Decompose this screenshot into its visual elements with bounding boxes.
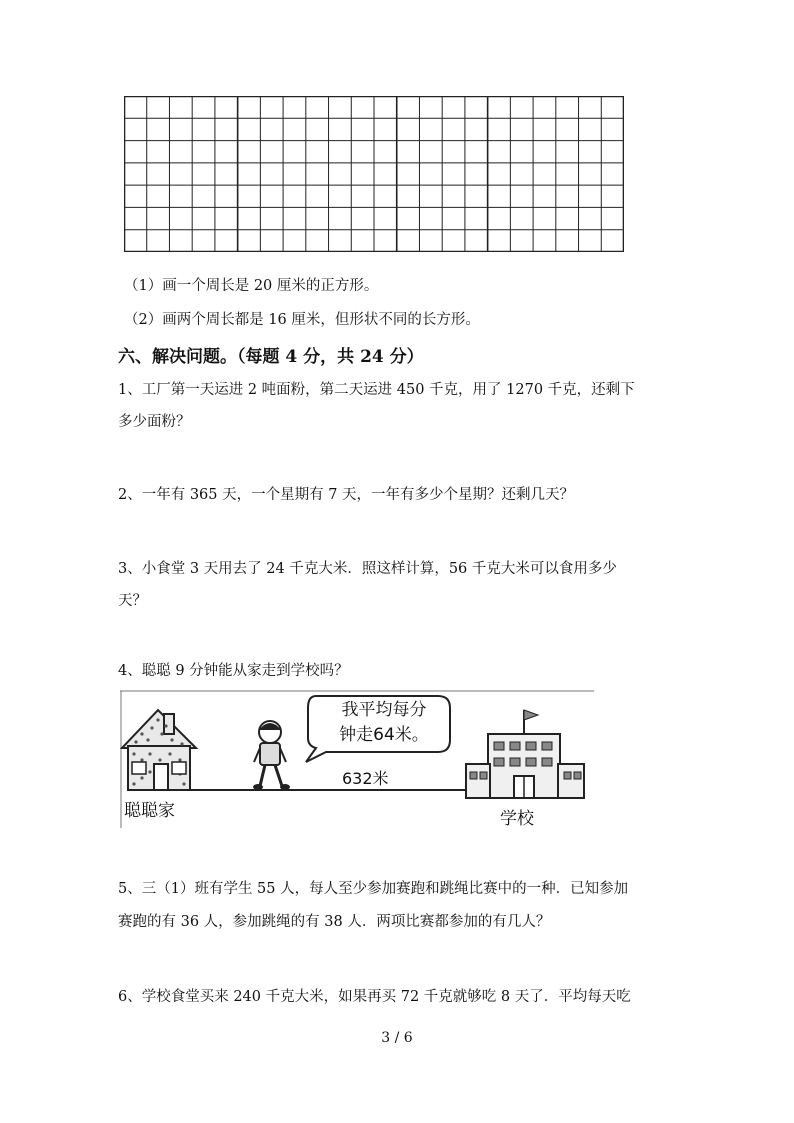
speech-line-1: 我平均每分 (341, 700, 427, 720)
school-icon (466, 710, 584, 798)
house-icon (122, 710, 196, 790)
section-title: 六、解决问题。（每题 4 分，共 24 分） (118, 347, 424, 367)
drawing-task-2: （2）画两个周长都是 16 厘米，但形状不同的长方形。 (124, 312, 480, 328)
question-4-line-1: 4、聪聪 9 分钟能从家走到学校吗？ (118, 663, 349, 679)
question-2-line-1: 2、一年有 365 天，一个星期有 7 天，一年有多少个星期？还剩几天？ (118, 487, 575, 503)
question-3-line-1: 3、小食堂 3 天用去了 24 千克大米．照这样计算，56 千克大米可以食用多少 (118, 561, 617, 577)
page-number: 3 / 6 (381, 1030, 413, 1046)
drawing-grid (124, 96, 624, 252)
school-label: 学校 (500, 809, 534, 829)
distance-label: 632米 (342, 769, 389, 788)
drawing-task-1: （1）画一个周长是 20 厘米的正方形。 (124, 278, 379, 294)
question-1-line-1: 1、工厂第一天运进 2 吨面粉，第二天运进 450 千克，用了 1270 千克，还剩下 (118, 382, 635, 398)
question-6-line-1: 6、学校食堂买来 240 千克大米，如果再买 72 千克就够吃 8 天了．平均每天吃 (118, 989, 631, 1005)
boy-figure (253, 721, 290, 790)
walk-to-school-illustration (120, 690, 594, 828)
question-5-line-2: 赛跑的有 36 人，参加跳绳的有 38 人．两项比赛都参加的有几人？ (118, 914, 551, 930)
speech-line-2: 钟走64米。 (339, 725, 429, 745)
speech-bubble-text (314, 698, 454, 748)
question-1-line-2: 多少面粉？ (118, 414, 191, 430)
question-5-line-1: 5、三（1）班有学生 55 人，每人至少参加赛跑和跳绳比赛中的一种．已知参加 (118, 881, 629, 897)
home-label: 聪聪家 (124, 801, 175, 821)
question-3-line-2: 天？ (118, 593, 147, 609)
